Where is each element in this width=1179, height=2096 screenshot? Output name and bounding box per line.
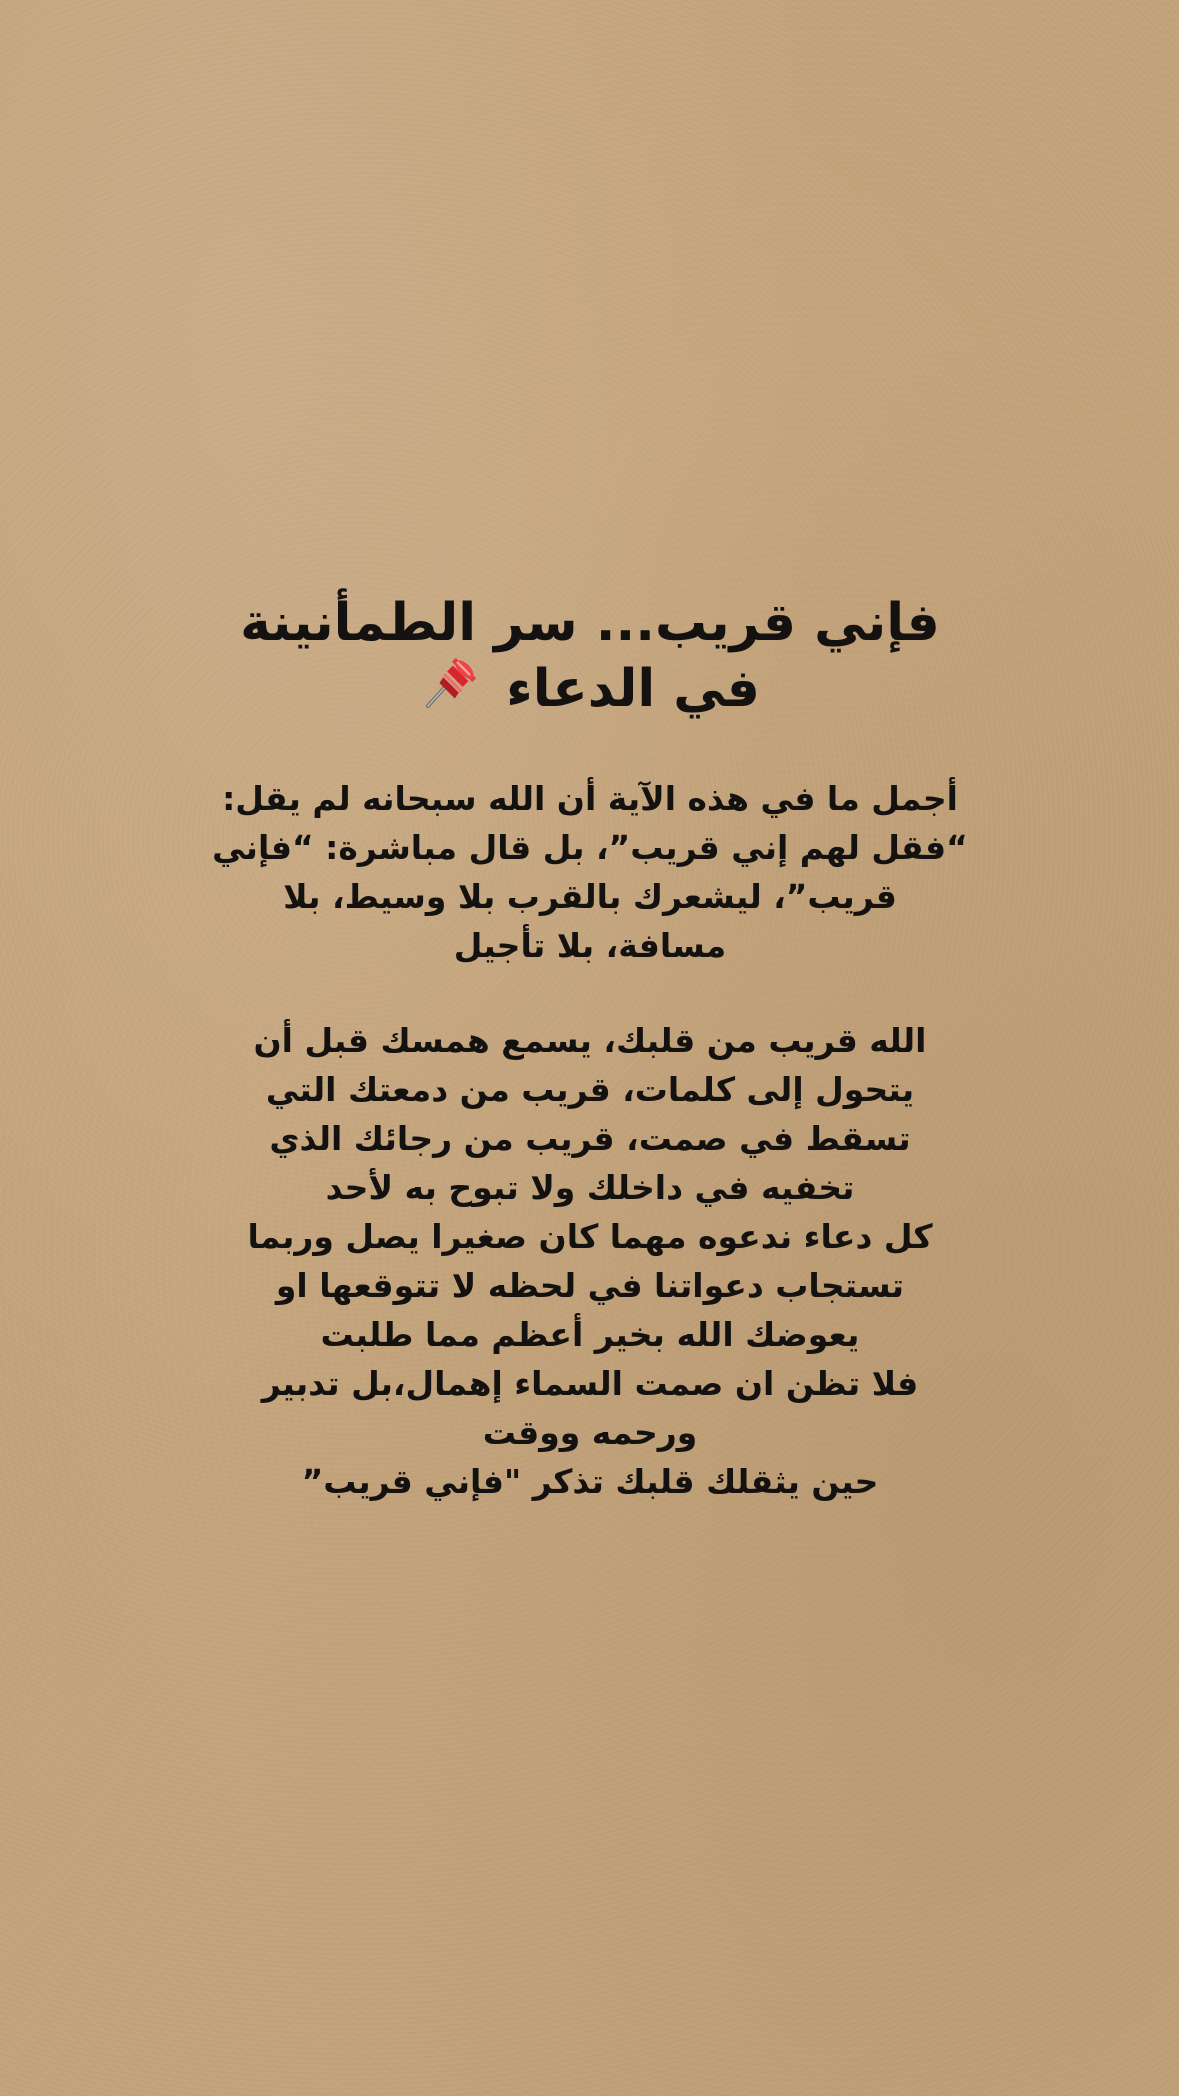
post-title bbox=[190, 592, 990, 720]
text-line: الله قريب من قلبك، يسمع همسك قبل أن bbox=[253, 1021, 927, 1060]
text-line: يتحول إلى كلمات، قريب من دمعتك التي bbox=[265, 1070, 915, 1109]
text-line: تخفيه في داخلك ولا تبوح به لأحد bbox=[325, 1168, 855, 1207]
text-line: فلا تظن ان صمت السماء إهمال،بل تدبير bbox=[261, 1364, 919, 1403]
text-line: يعوضك الله بخير أعظم مما طلبت bbox=[320, 1315, 860, 1354]
text-line: مسافة، بلا تأجيل bbox=[453, 926, 727, 965]
pushpin-icon bbox=[420, 654, 482, 712]
post-title-text: فإني قريب... سر الطمأنينة في الدعاء bbox=[240, 593, 940, 719]
text-line: أجمل ما في هذه الآية أن الله سبحانه لم يقل: bbox=[222, 779, 958, 818]
text-line: تسقط في صمت، قريب من رجائك الذي bbox=[269, 1119, 911, 1158]
text-line: ورحمه ووقت bbox=[482, 1413, 698, 1452]
text-line: “فقل لهم إني قريب”، بل قال مباشرة: “فإني bbox=[212, 828, 968, 867]
quote-card bbox=[190, 592, 990, 1506]
text-line: كل دعاء ندعوه مهما كان صغيرا يصل وربما bbox=[247, 1217, 933, 1256]
paragraph-two bbox=[190, 1016, 990, 1506]
text-line: قريب”، ليشعرك بالقرب بلا وسيط، بلا bbox=[283, 877, 897, 916]
paragraph-one bbox=[190, 774, 990, 970]
text-line: تستجاب دعواتنا في لحظه لا تتوقعها او bbox=[275, 1266, 905, 1305]
text-line: حين يثقلك قلبك تذكر "فإني قريب” bbox=[301, 1462, 879, 1501]
